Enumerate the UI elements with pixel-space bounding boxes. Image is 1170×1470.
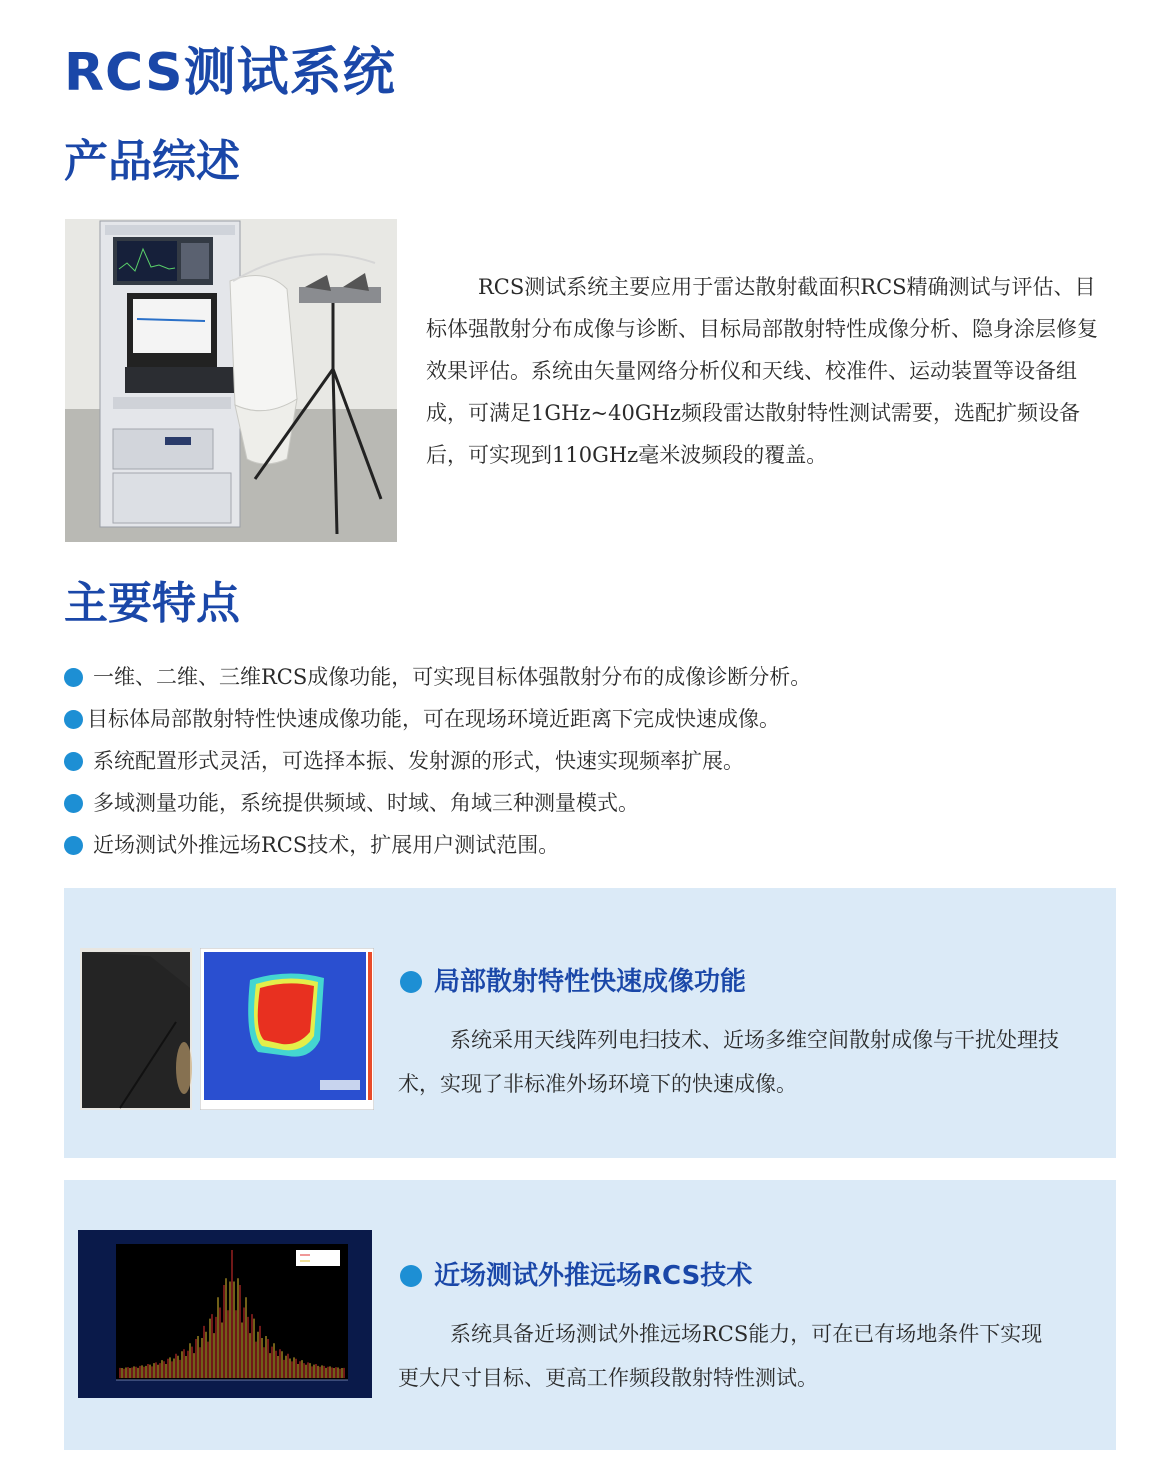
features-heading: 主要特点 [64, 578, 240, 629]
bullet-icon [64, 752, 83, 771]
panel2-text: 系统具备近场测试外推远场RCS能力，可在已有场地条件下实现更大尺寸目标、更高工作频段散射特性测试。 [398, 1322, 1043, 1390]
overview-heading: 产品综述 [64, 136, 240, 187]
feature-item: 近场测试外推远场RCS技术，扩展用户测试范围。 [64, 824, 1124, 866]
panel1-heading: 局部散射特性快速成像功能 [400, 964, 746, 1000]
bullet-icon [64, 836, 83, 855]
feature-item: 系统配置形式灵活，可选择本振、发射源的形式，快速实现频率扩展。 [64, 740, 1124, 782]
features-list [64, 656, 1124, 866]
rcs-pattern-plot [78, 1230, 372, 1398]
bullet-icon [400, 1265, 422, 1287]
feature-item: 一维、二维、三维RCS成像功能，可实现目标体强散射分布的成像诊断分析。 [64, 656, 1124, 698]
bullet-icon [64, 668, 83, 687]
panel2-heading: 近场测试外推远场RCS技术 [400, 1258, 752, 1294]
material-sample-photo [80, 948, 192, 1110]
imaging-panel [64, 888, 1116, 1158]
feature-item: 多域测量功能，系统提供频域、时域、角域三种测量模式。 [64, 782, 1124, 824]
farfield-panel [64, 1180, 1116, 1450]
scattering-image [200, 948, 374, 1110]
bullet-icon [64, 710, 83, 729]
overview-text: RCS测试系统主要应用于雷达散射截面积RCS精确测试与评估、目标体强散射分布成像与诊断、目标局部散射特性成像分析、隐身涂层修复效果评估。系统由矢量网络分析仪和天线、校准件、运动装置等设备组成，可满足1GHz~40GHz频段雷达散射特性测试需要，选配扩频设备后，可实现到110GHz毫米波频段的覆盖。 [426, 275, 1098, 467]
panel1-text: 系统采用天线阵列电扫技术、近场多维空间散射成像与干扰处理技术，实现了非标准外场环境下的快速成像。 [398, 1028, 1059, 1096]
bullet-icon [64, 794, 83, 813]
page-title: RCS测试系统 [64, 43, 396, 103]
feature-item: 目标体局部散射特性快速成像功能，可在现场环境近距离下完成快速成像。 [64, 698, 1124, 740]
bullet-icon [400, 971, 422, 993]
product-photo [65, 219, 397, 542]
